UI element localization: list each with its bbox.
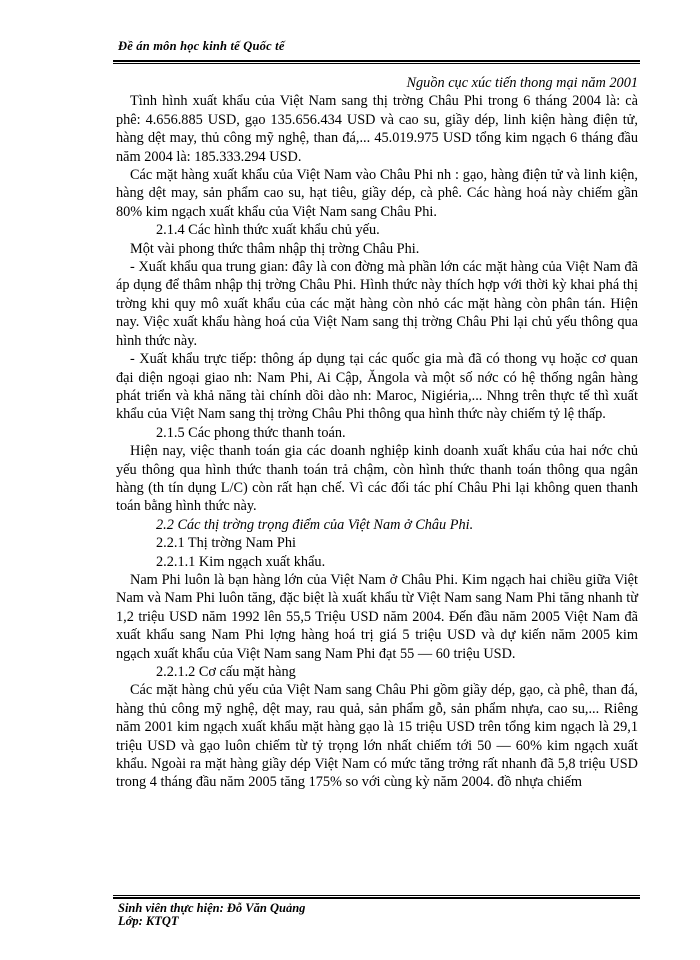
paragraph-payment: Hiện nay, việc thanh toán gia các doanh nghiệp kinh doanh xuất khẩu của hai nớc chủ yếu thông qua hình thức thanh toán trả chậm, còn hình thức thanh toán thông qua ngân hàng (th tín dụng L/C) còn rất hạn chế. Vì các đối tác phí Châu Phi lại không quen thanh toán bằng hình thức này. [116, 443, 638, 515]
paragraph-export-6-months: Tình hình xuất khẩu của Việt Nam sang thị trờng Châu Phi trong 6 tháng 2004 là: cà phê: 4.656.885 USD, gạo 135.656.434 USD và cao su, giầy dép, linh kiện hàng điện tử, hàng dệt may, thủ công mỹ nghệ, than đá,... 45.019.975 USD tổng kim ngạch 6 tháng đầu năm 2004 là: 185.333.294 USD. [116, 93, 638, 165]
heading-2-1-5: 2.1.5 Các phong thức thanh toán. [156, 424, 346, 441]
heading-2-2-1-1: 2.2.1.1 Kim ngạch xuất khẩu. [156, 553, 326, 570]
paragraph-direct-export: - Xuất khẩu trực tiếp: thông áp dụng tại các quốc gia mà đã có thong vụ hoặc cơ quan đại diện ngoại giao nh: Nam Phi, Ai Cập, Ăngola và một số nớc có hệ thống ngân hàng phát triển và khả năng tài chính dồi dào nh: Maroc, Nigiéria,... Nhng trên thực tế thì xuất khẩu của Việt Nam sang thị trờng Châu Phi thông qua hình thức này chiếm tỷ lệ thấp. [116, 351, 638, 423]
footer-student: Sinh viên thực hiện: Đỗ Văn Quảng [118, 901, 306, 915]
footer-class: Lớp: KTQT [118, 914, 179, 928]
document-header-title: Đề án môn học kinh tế Quốc tế [118, 39, 285, 53]
paragraph-methods-intro: Một vài phong thức thâm nhập thị trờng Châu Phi. [130, 240, 420, 257]
footer-rule [113, 895, 640, 899]
paragraph-item-structure: Các mặt hàng chủ yếu của Việt Nam sang Châu Phi gồm giầy dép, gạo, cà phê, than đá, hàng thủ công mỹ nghệ, dệt may, rau quả, sản phẩm gỗ, sản phẩm nhựa, cao su,... Riêng năm 2001 kim ngạch xuất khẩu mặt hàng gạo là 15 triệu USD trên tổng kim ngạch là 29,1 triệu USD và gạo luôn chiếm từ tỷ trọng lớn nhất chiếm tới 50 — 60% kim ngạch xuất khẩu. Ngoài ra mặt hàng giầy dép Việt Nam có mức tăng trởng rất nhanh đã 5,8 triệu USD trong 4 tháng đầu năm 2005 tăng 175% so với cùng kỳ năm 2004. đồ nhựa chiếm [116, 682, 638, 791]
document-footer [118, 902, 305, 928]
header-rule [113, 60, 640, 64]
source-line: Nguồn cục xúc tiến thong mại năm 2001 [406, 75, 638, 91]
paragraph-south-africa: Nam Phi luôn là bạn hàng lớn của Việt Nam ở Châu Phi. Kim ngạch hai chiều giữa Việt Nam và Nam Phi luôn tăng, đặc biệt là xuất khẩu từ Việt Nam sang Nam Phi tăng nhanh từ 1,2 triệu USD năm 1992 lên 55,5 Triệu USD năm 2004. Đến đầu năm 2005 Việt Nam đã xuất khẩu sang Nam Phi lợng hàng hoá trị giá 5 triệu USD và dự kiến năm 2005 kim ngạch xuất khẩu của Việt Nam sang Nam Phi đạt 55 — 60 triệu USD. [116, 571, 638, 662]
heading-2-2: 2.2 Các thị trờng trọng điểm của Việt Nam ở Châu Phi. [156, 516, 474, 533]
heading-2-2-1: 2.2.1 Thị trờng Nam Phi [156, 535, 296, 552]
heading-2-2-1-2: 2.2.1.2 Cơ cấu mặt hàng [156, 664, 296, 680]
paragraph-indirect-export: - Xuất khẩu qua trung gian: đây là con đờng mà phần lớn các mặt hàng của Việt Nam đã áp dụng để thâm nhập thị trờng Châu Phi. Hình thức này thích hợp với thời kỳ khai phá thị trờng khi quy mô xuất khẩu của các mặt hàng còn nhỏ các mặt hàng còn phân tán. Hiện nay. Việc xuất khẩu hàng hoá của Việt Nam sang thị trờng Châu Phi lại chủ yếu thông qua hình thức này. [116, 259, 638, 349]
paragraph-main-items: Các mặt hàng xuất khẩu của Việt Nam vào Châu Phi nh : gạo, hàng điện tử và linh kiện, hàng dệt may, sản phẩm cao su, hạt tiêu, giầy dép, cà phê. Các hàng hoá này chiếm gần 80% kim ngạch xuất khẩu của Việt Nam sang Châu Phi. [116, 167, 638, 220]
heading-2-1-4: 2.1.4 Các hình thức xuất khẩu chủ yếu. [156, 222, 380, 239]
document-body [116, 74, 638, 792]
